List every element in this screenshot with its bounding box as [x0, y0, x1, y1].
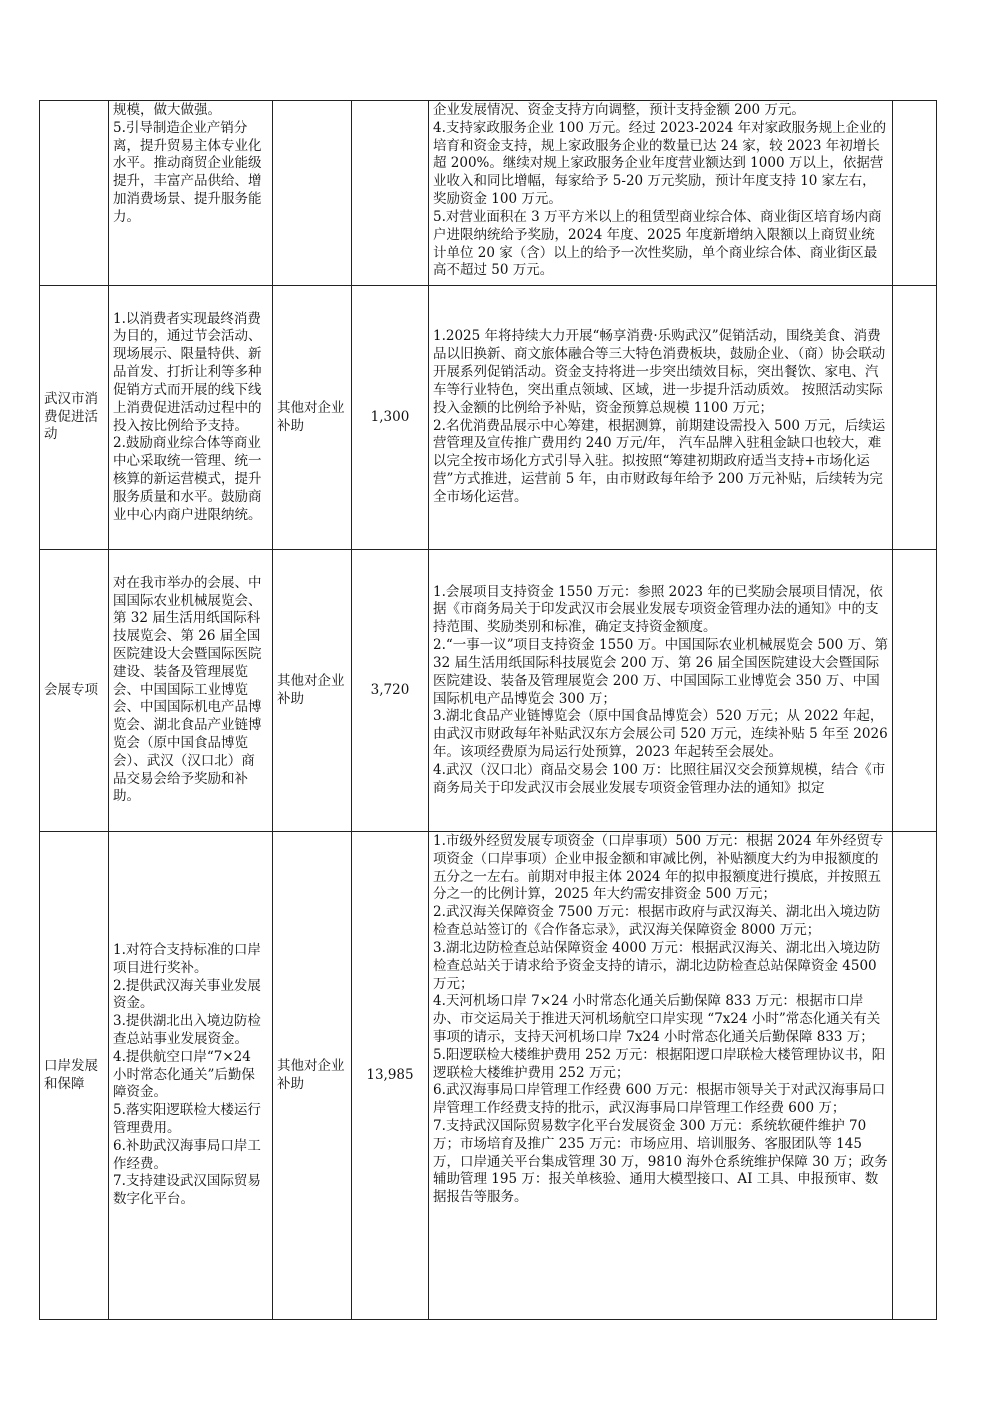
budget-detail-cell — [429, 286, 893, 550]
description-line: 7.支持建设武汉国际贸易数字化平台。 — [113, 1173, 261, 1208]
remarks-cell — [893, 101, 937, 286]
detail-line: 4.武汉（汉口北）商品交易会 100 万：比照往届汉交会预算规模，结合《市商务局关于印发武汉市会展业发展专项资金管理办法的通知》拟定 — [433, 761, 886, 796]
detail-line: 1.2025 年将持续大力开展“畅享消费·乐购武汉”促销活动，围绕美食、消费品以旧换新、商文旅体融合等三大特色消费板块，鼓励企业、（商）协会联动开展系列促销活动。资金支持将进一步突出绩效目标，突出餐饮、家电、汽车等行业特色，突出重点领域、区域，进一步提升活动质效。 按照活动实际投入金额的比例给予补贴，资金预算总规模 1100 万元； — [433, 328, 886, 416]
project-description-cell — [109, 286, 273, 550]
description-line: 4.提供航空口岸“7×24 小时常态化通关”后勤保障资金。 — [113, 1048, 256, 1101]
description-line: 3.提供湖北出入境边防检查总站事业发展资金。 — [113, 1013, 261, 1047]
amount-cell — [352, 101, 429, 286]
project-name-cell: 口岸发展和保障 — [40, 832, 109, 1320]
budget-detail-cell — [429, 550, 893, 832]
subsidy-type-cell: 其他对企业补助 — [273, 832, 352, 1320]
detail-line: 2.武汉海关保障资金 7500 万元：根据市政府与武汉海关、湖北出入境边防检查总站签订的《合作备忘录》，武汉海关保障资金 8000 万元； — [433, 904, 881, 939]
amount-cell: 13,985 — [352, 832, 429, 1320]
detail-line: 3.湖北边防检查总站保障资金 4000 万元：根据武汉海关、湖北出入境边防检查总站关于请求给予资金支持的请示，湖北边防检查总站保障资金 4500 万元； — [433, 939, 881, 992]
detail-line: 3.湖北食品产业链博览会（原中国食品博览会）520 万元；从 2022 年起，由武汉市财政每年补贴武汉东方会展公司 520 万元，连续补贴 5 年至 2026 年。该项经费原为局运行处预算，2023 年起转至会展处。 — [433, 708, 892, 760]
budget-table — [39, 100, 937, 1320]
detail-line: 5.阳逻联检大楼维护费用 252 万元：根据阳逻口岸联检大楼管理协议书，阳逻联检大楼维护费用 252 万元； — [433, 1046, 886, 1081]
description-line: 1.以消费者实现最终消费为目的，通过节会活动、现场展示、限量特供、新品首发、打折让利等多种促销方式而开展的线下线上消费促进活动过程中的投入按比例给予支持。 — [113, 310, 262, 434]
description-line: 2.鼓励商业综合体等商业中心采取统一管理、统一核算的新运营模式，提升服务质量和水平。鼓励商业中心内商户进限纳统。 — [113, 435, 262, 523]
detail-line: 7.支持武汉国际贸易数字化平台发展资金 300 万元：系统软硬件维护 70 万；市场培育及推广 235 万元：市场应用、培训服务、客服团队等 145 万，口岸通关平台集成管理 30 万，9810 海外仓系统维护保障 30 万；政务辅助管理 195 万：报关单核验、通用大模型接口、AI 工具、申报预审、数据报告等服务。 — [433, 1118, 888, 1206]
detail-line: 4.天河机场口岸 7×24 小时常态化通关后勤保障 833 万元：根据市口岸办、市交运局关于推进天河机场航空口岸实现 “7x24 小时”常态化通关有关事项的请示，支持天河机场口岸 7x24 小时常态化通关后勤保障 833 万； — [433, 993, 881, 1045]
subsidy-type-cell — [273, 101, 352, 286]
description-line: 6.补助武汉海事局口岸工作经费。 — [113, 1137, 261, 1172]
description-line: 2.提供武汉海关事业发展资金。 — [113, 977, 261, 1012]
remarks-cell — [893, 286, 937, 550]
detail-line: 2.名优消费品展示中心筹建，根据测算，前期建设需投入 500 万元，后续运营管理及宣传推广费用约 240 万元/年， 汽车品牌入驻租金缺口也较大，难以完全按市场化方式引导入驻。拟按照“筹建初期政府适当支持+市场化运营”方式推进，运营前 5 年，由市财政每年给予 200 万元补贴，后续转为完全市场化运营。 — [433, 417, 886, 505]
description-line: 5.落实阳逻联检大楼运行管理费用。 — [113, 1102, 261, 1137]
detail-line: 6.武汉海事局口岸管理工作经费 600 万元：根据市领导关于对武汉海事局口岸管理工作经费支持的批示，武汉海事局口岸管理工作经费 600 万； — [433, 1082, 886, 1117]
description-line: 5.引导制造企业产销分离，提升贸易主体专业化水平。推动商贸企业能级提升，丰富产品供给、增加消费场景、提升服务能力。 — [113, 119, 262, 225]
detail-line: 5.对营业面积在 3 万平方米以上的租赁型商业综合体、商业街区培育场内商户进限纳统给予奖励，2024 年度、2025 年度新增纳入限额以上商贸业统计单位 20 家（含）以上的给予一次性奖励，单个商业综合体、商业街区最高不超过 50 万元。 — [433, 208, 882, 279]
project-description-cell — [109, 101, 273, 286]
table-row — [40, 550, 937, 832]
detail-line: 1.市级外经贸发展专项资金（口岸事项）500 万元：根据 2024 年外经贸专项资金（口岸事项）企业申报金额和审减比例，补贴额度大约为申报额度的五分之一左右。前期对申报主体 2024 年的拟申报额度进行摸底，并按照五分之一的比例计算，2025 年大约需安排资金 500 万元； — [433, 833, 884, 903]
table-row — [40, 832, 937, 1320]
description-line: 1.对符合支持标准的口岸项目进行奖补。 — [113, 941, 261, 976]
description-line: 规模，做大做强。 — [113, 102, 221, 118]
remarks-cell — [893, 832, 937, 1320]
project-name-cell: 武汉市消费促进活动 — [40, 286, 109, 550]
amount-cell: 1,300 — [352, 286, 429, 550]
subsidy-type-cell: 其他对企业补助 — [273, 286, 352, 550]
amount-cell: 3,720 — [352, 550, 429, 832]
description-line: 对在我市举办的会展、中国国际农业机械展览会、第 32 届生活用纸国际科技展览会、第 26 届全国医院建设大会暨国际医院建设、装备及管理展览会、中国国际工业博览会、中国国际机电产品博览会、湖北食品产业链博览会（原中国食品博览会）、武汉（汉口北）商品交易会给予奖励和补助。 — [113, 574, 262, 805]
budget-detail-cell — [429, 101, 893, 286]
project-description-cell — [109, 550, 273, 832]
project-name-cell: 会展专项 — [40, 550, 109, 832]
detail-line: 4.支持家政服务企业 100 万元。经过 2023-2024 年对家政服务规上企业的培育和资金支持，规上家政服务企业的数量已达 24 家，较 2023 年初增长超 200%。继续对规上家政服务企业年度营业额达到 1000 万以上，依据营业收入和同比增幅，每家给予 5-20 万元奖励，预计年度支持 10 家左右，奖励资金 100 万元。 — [433, 119, 887, 208]
remarks-cell — [893, 550, 937, 832]
detail-line: 1.会展项目支持资金 1550 万元：参照 2023 年的已奖励会展项目情况，依据《市商务局关于印发武汉市会展业发展专项资金管理办法的通知》中的支持范围、奖励类别和标准，确定支持资金额度。 — [433, 583, 883, 636]
subsidy-type-cell: 其他对企业补助 — [273, 550, 352, 832]
project-description-cell — [109, 832, 273, 1320]
table-row — [40, 101, 937, 286]
detail-line: 2.“一事一议”项目支持资金 1550 万。中国国际农业机械展览会 500 万、第 32 届生活用纸国际科技展览会 200 万、第 26 届全国医院建设大会暨国际医院建设、装备及管理展览会 200 万、中国国际工业博览会 350 万、中国国际机电产品博览会 300 万； — [433, 637, 893, 707]
table-row — [40, 286, 937, 550]
project-name-cell — [40, 101, 109, 286]
budget-detail-cell — [429, 832, 893, 1320]
detail-line: 企业发展情况、资金支持方向调整，预计支持金额 200 万元。 — [433, 102, 805, 118]
